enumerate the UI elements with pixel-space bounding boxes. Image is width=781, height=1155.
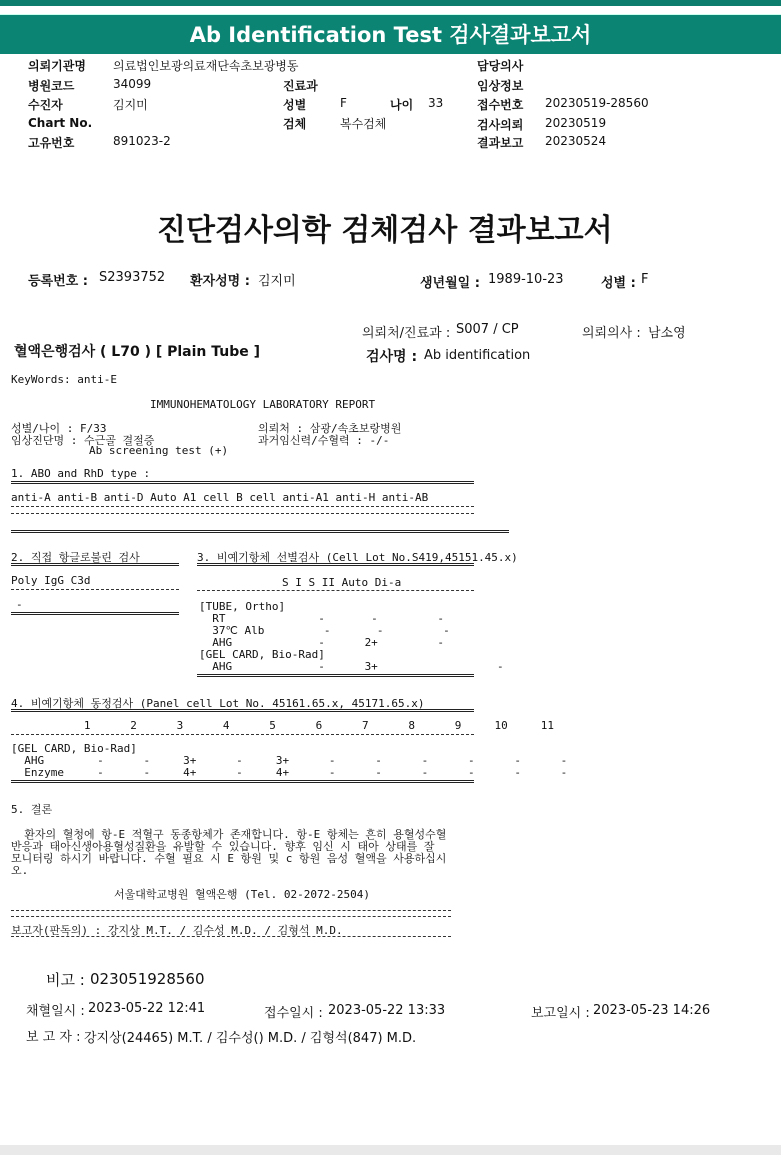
dept-label: 의뢰처/진료과 : bbox=[362, 326, 451, 341]
section-4-title: 4. 비예기항체 동정검사 (Panel cell Lot No. 45161.65.x, 45171.65.x) bbox=[11, 697, 425, 710]
test-label: 검사명 : bbox=[366, 349, 418, 365]
double-rule bbox=[11, 481, 474, 484]
conclusion-line: 반응과 태아신생아용혈성질환을 유발할 수 있습니다. 향후 임신 시 태아 상태를 잘 bbox=[11, 840, 435, 853]
info-value: 33 bbox=[428, 96, 444, 110]
panel-row: Enzyme - - 4+ - 4+ - - - - - - bbox=[11, 766, 568, 779]
memo-label: 비고 : bbox=[46, 971, 85, 989]
collect-value: 2023-05-22 12:41 bbox=[88, 1001, 206, 1016]
info-label: 접수번호 bbox=[477, 98, 524, 112]
info-value: 복수검체 bbox=[340, 117, 387, 131]
section-2-title: 2. 직접 항글로불린 검사 bbox=[11, 551, 140, 564]
test-value: Ab identification bbox=[424, 348, 531, 363]
info-label: Chart No. bbox=[28, 116, 93, 130]
hospital-line: 서울대학교병원 혈액은행 (Tel. 02-2072-2504) bbox=[114, 888, 370, 901]
screening-row: AHG - 3+ - bbox=[199, 660, 504, 673]
info-value: F bbox=[340, 96, 347, 110]
report-sheet bbox=[0, 172, 781, 1145]
info-label: 결과보고 bbox=[477, 136, 524, 150]
dash-rule bbox=[11, 734, 474, 735]
info-label: 수진자 bbox=[28, 98, 63, 112]
info-value: 891023-2 bbox=[113, 134, 171, 148]
info-label: 임상정보 bbox=[477, 79, 524, 93]
section-3-title: 3. 비예기항체 선별검사 (Cell Lot No.S419,45151.45.x) bbox=[197, 551, 518, 564]
conclusion-line: 모니터링 하시기 바랍니다. 수혈 필요 시 E 항원 및 c 항원 음성 혈액을 사용하십시 bbox=[11, 852, 447, 865]
dash-rule bbox=[11, 513, 474, 514]
report-value: 2023-05-23 14:26 bbox=[593, 1003, 711, 1018]
screening-header: S I S II Auto Di-a bbox=[282, 576, 402, 589]
dob-label: 생년월일 : bbox=[420, 276, 480, 291]
screening-row: RT - - - bbox=[199, 612, 445, 625]
header-title: Ab Identification Test 검사결과보고서 bbox=[0, 14, 781, 54]
panel-row: [GEL CARD, Bio-Rad] bbox=[11, 742, 137, 755]
referral-line: 의뢰처 : 삼광/속초보랑병원 bbox=[258, 422, 402, 435]
info-label: 진료과 bbox=[283, 79, 318, 93]
patient-line: 성별/나이 : F/33 bbox=[11, 422, 107, 435]
panel-row: AHG - - 3+ - 3+ - - - - - - bbox=[11, 754, 568, 767]
screening-row: [GEL CARD, Bio-Rad] bbox=[199, 648, 325, 661]
info-value: 20230519 bbox=[545, 116, 607, 130]
dash-rule bbox=[11, 589, 179, 590]
name-label: 환자성명 : bbox=[190, 274, 250, 289]
reporters-line: 보고자(판독의) : 강지상 M.T. / 김수성 M.D. / 김형석 M.D. bbox=[11, 924, 343, 937]
memo-value: 023051928560 bbox=[90, 970, 205, 988]
doctor-value: 남소영 bbox=[648, 326, 686, 341]
info-label: 검체 bbox=[283, 117, 307, 131]
conclusion-line: 환자의 혈청에 항-E 적혈구 동종항체가 존재합니다. 항-E 항체는 흔히 용혈성수혈 bbox=[11, 828, 447, 841]
info-value: 34099 bbox=[113, 77, 152, 91]
abo-header: anti-A anti-B anti-D Auto A1 cell B cell anti-A1 anti-H anti-AB bbox=[11, 491, 429, 504]
double-rule bbox=[11, 530, 509, 533]
dat-header: Poly IgG C3d bbox=[11, 574, 91, 587]
info-label: 의뢰기관명 bbox=[28, 59, 86, 73]
info-label: 검사의뢰 bbox=[477, 118, 524, 132]
info-value: 20230524 bbox=[545, 134, 607, 148]
reporter-label: 보 고 자 : bbox=[26, 1030, 81, 1045]
dat-value: - bbox=[16, 598, 23, 611]
screening-row: 37℃ Alb - - - bbox=[199, 624, 450, 637]
section-1-title: 1. ABO and RhD type : bbox=[11, 467, 151, 480]
panel-header: 1 2 3 4 5 6 7 8 9 10 11 bbox=[11, 719, 555, 732]
receive-label: 접수일시 : bbox=[264, 1006, 323, 1021]
report-header bbox=[0, 0, 781, 51]
double-rule bbox=[11, 563, 179, 566]
diagnosis-line: 임상진단명 : 수근골 결절증 bbox=[11, 434, 155, 447]
sex-label: 성별 : bbox=[601, 276, 636, 291]
keywords: KeyWords: anti-E bbox=[11, 373, 117, 386]
dob-value: 1989-10-23 bbox=[488, 272, 564, 287]
name-value: 김지미 bbox=[258, 274, 296, 289]
receive-value: 2023-05-22 13:33 bbox=[328, 1003, 446, 1018]
dept-value: S007 / CP bbox=[456, 322, 519, 337]
sex-value: F bbox=[641, 272, 649, 287]
info-label: 고유번호 bbox=[28, 136, 75, 150]
double-rule bbox=[11, 709, 474, 712]
info-value: 20230519-28560 bbox=[545, 96, 649, 110]
conclusion-line: 오. bbox=[11, 864, 29, 877]
lab-title: IMMUNOHEMATOLOGY LABORATORY REPORT bbox=[150, 398, 376, 411]
info-label: 병원코드 bbox=[28, 79, 75, 93]
section-5-title: 5. 결론 bbox=[11, 803, 53, 816]
history-line: 과거임신력/수혈력 : -/- bbox=[258, 434, 390, 447]
dash-rule bbox=[11, 936, 451, 937]
info-value: 의료법인보광의료재단속초보광병동 bbox=[113, 59, 299, 73]
dash-rule bbox=[11, 916, 451, 917]
info-value: 김지미 bbox=[113, 98, 148, 112]
report-label: 보고일시 : bbox=[531, 1006, 590, 1021]
dash-rule bbox=[11, 506, 474, 507]
double-rule bbox=[11, 612, 179, 615]
reporter-value: 강지상(24465) M.T. / 김수성() M.D. / 김형석(847) M.D. bbox=[84, 1031, 417, 1046]
reg-label: 등록번호 : bbox=[28, 274, 88, 289]
doctor-label: 의뢰의사 : bbox=[582, 326, 641, 341]
info-label: 나이 bbox=[390, 98, 414, 112]
screening-row: AHG - 2+ - bbox=[199, 636, 445, 649]
page-bottom bbox=[0, 1145, 781, 1155]
section-title: 혈액은행검사 ( L70 ) [ Plain Tube ] bbox=[14, 344, 261, 360]
double-rule bbox=[11, 780, 474, 783]
info-label: 성별 bbox=[283, 98, 307, 112]
collect-label: 채혈일시 : bbox=[26, 1004, 85, 1019]
dash-rule bbox=[11, 910, 451, 911]
dash-rule bbox=[197, 590, 474, 591]
screening-line: Ab screening test (+) bbox=[89, 444, 229, 457]
reg-value: S2393752 bbox=[99, 270, 166, 285]
double-rule bbox=[197, 674, 474, 677]
info-label: 담당의사 bbox=[477, 59, 524, 73]
report-title: 진단검사의학 검체검사 결과보고서 bbox=[157, 213, 613, 248]
separator bbox=[0, 155, 781, 172]
double-rule bbox=[197, 563, 474, 566]
screening-row: [TUBE, Ortho] bbox=[199, 600, 286, 613]
